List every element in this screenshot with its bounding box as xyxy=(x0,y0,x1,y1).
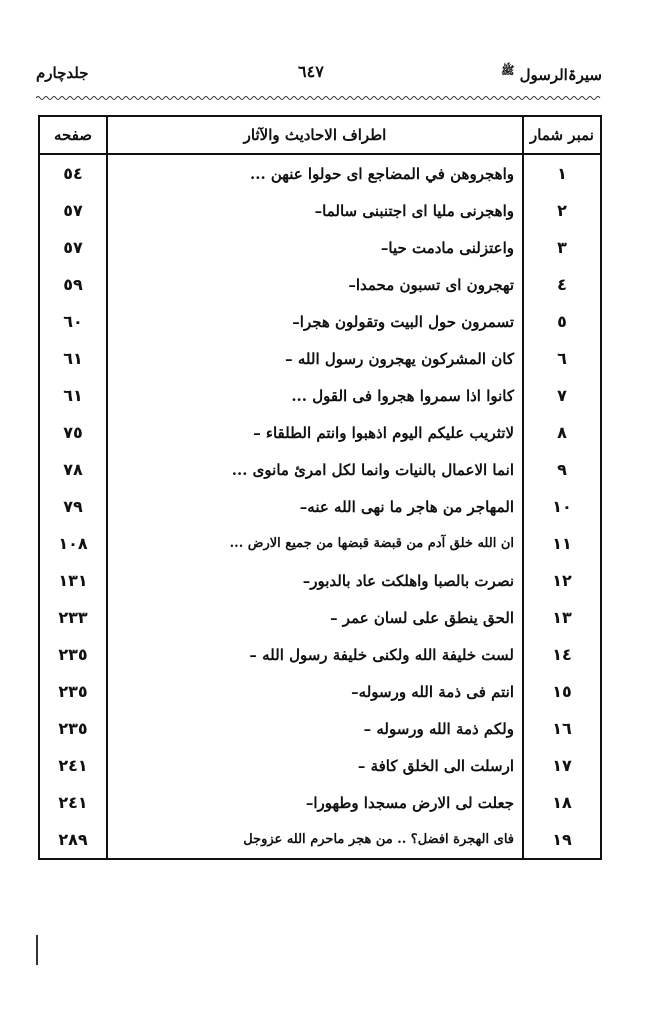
table-row xyxy=(39,377,601,414)
row-page: ٢٣٥ xyxy=(39,710,107,747)
row-page: ٢٨٩ xyxy=(39,821,107,859)
row-number: ٨ xyxy=(523,414,601,451)
row-page: ٦١ xyxy=(39,377,107,414)
row-page: ٦١ xyxy=(39,340,107,377)
row-number: ٤ xyxy=(523,266,601,303)
volume-label: جلدچارم xyxy=(36,64,89,82)
row-text: تهجرون اى تسبون محمدا– xyxy=(107,266,523,303)
table-row xyxy=(39,710,601,747)
row-page: ٥٧ xyxy=(39,229,107,266)
row-number: ١٠ xyxy=(523,488,601,525)
row-page: ٦٠ xyxy=(39,303,107,340)
table-row xyxy=(39,488,601,525)
row-number: ١٩ xyxy=(523,821,601,859)
row-page: ٢٣٣ xyxy=(39,599,107,636)
page-header xyxy=(36,62,602,92)
row-text: واهجروهن في المضاجع اى حولوا عنهن ... xyxy=(107,154,523,192)
index-table xyxy=(38,115,602,860)
row-text: واهجرنى مليا اى اجتنبنى سالما– xyxy=(107,192,523,229)
table-row xyxy=(39,525,601,562)
row-text: فاى الهجرة افضل؟ .. من هجر ماحرم الله عزوجل xyxy=(107,821,523,859)
row-number: ٢ xyxy=(523,192,601,229)
row-page: ٥٩ xyxy=(39,266,107,303)
table-row xyxy=(39,451,601,488)
row-text: لست خليفة الله ولكنى خليفة رسول الله – xyxy=(107,636,523,673)
row-text: لاتثريب عليكم اليوم اذهبوا وانتم الطلقاء – xyxy=(107,414,523,451)
row-number: ١٣ xyxy=(523,599,601,636)
row-number: ١١ xyxy=(523,525,601,562)
table-row xyxy=(39,784,601,821)
row-number: ١٤ xyxy=(523,636,601,673)
table-header-row xyxy=(39,116,601,154)
table-row xyxy=(39,229,601,266)
column-header-text: اطراف الاحاديث والآثار xyxy=(107,116,523,154)
row-page: ٢٣٥ xyxy=(39,673,107,710)
table-row xyxy=(39,154,601,192)
table-row xyxy=(39,562,601,599)
column-header-page: صفحه xyxy=(39,116,107,154)
row-number: ١ xyxy=(523,154,601,192)
row-text: ان الله خلق آدم من قبضة قبضها من جميع الارض ... xyxy=(107,525,523,562)
row-number: ١٢ xyxy=(523,562,601,599)
row-page: ٢٤١ xyxy=(39,747,107,784)
book-title xyxy=(501,64,602,84)
row-text: واعتزلنى مادمت حيا– xyxy=(107,229,523,266)
table-row xyxy=(39,303,601,340)
header-wavy-divider xyxy=(36,95,602,101)
margin-rule xyxy=(36,935,38,965)
row-text: الحق ينطق على لسان عمر – xyxy=(107,599,523,636)
row-page: ٢٣٥ xyxy=(39,636,107,673)
row-number: ١٧ xyxy=(523,747,601,784)
row-text: ارسلت الى الخلق كافة – xyxy=(107,747,523,784)
row-number: ١٨ xyxy=(523,784,601,821)
table-row xyxy=(39,599,601,636)
row-text: كانوا اذا سمروا هجروا فى القول ... xyxy=(107,377,523,414)
row-text: كان المشركون يهجرون رسول الله – xyxy=(107,340,523,377)
row-text: انما الاعمال بالنيات وانما لكل امرئ مانوى ... xyxy=(107,451,523,488)
row-text: نصرت بالصبا واهلكت عاد بالدبور– xyxy=(107,562,523,599)
table-row xyxy=(39,340,601,377)
row-page: ٥٤ xyxy=(39,154,107,192)
row-number: ١٥ xyxy=(523,673,601,710)
row-number: ٩ xyxy=(523,451,601,488)
row-page: ٧٨ xyxy=(39,451,107,488)
row-number: ٣ xyxy=(523,229,601,266)
row-number: ٦ xyxy=(523,340,601,377)
row-text: المهاجر من هاجر ما نهى الله عنه– xyxy=(107,488,523,525)
row-page: ٥٧ xyxy=(39,192,107,229)
row-number: ٧ xyxy=(523,377,601,414)
salutation-sign: ﷺ xyxy=(501,64,515,77)
row-text: انتم فى ذمة الله ورسوله– xyxy=(107,673,523,710)
row-text: تسمرون حول البيت وتقولون هجرا– xyxy=(107,303,523,340)
column-header-number: نمبر شمار xyxy=(523,116,601,154)
table-row xyxy=(39,414,601,451)
row-page: ١٣١ xyxy=(39,562,107,599)
page-number: ٦٤٧ xyxy=(298,62,324,81)
table-row xyxy=(39,821,601,859)
row-number: ٥ xyxy=(523,303,601,340)
row-text: جعلت لى الارض مسجدا وطهورا– xyxy=(107,784,523,821)
row-page: ٧٩ xyxy=(39,488,107,525)
row-text: ولكم ذمة الله ورسوله – xyxy=(107,710,523,747)
table-row xyxy=(39,192,601,229)
book-title-text: سیرۃالرسول xyxy=(519,66,602,84)
table-row xyxy=(39,266,601,303)
table-row xyxy=(39,673,601,710)
row-number: ١٦ xyxy=(523,710,601,747)
table-row xyxy=(39,636,601,673)
row-page: ١٠٨ xyxy=(39,525,107,562)
row-page: ٢٤١ xyxy=(39,784,107,821)
table-row xyxy=(39,747,601,784)
row-page: ٧٥ xyxy=(39,414,107,451)
